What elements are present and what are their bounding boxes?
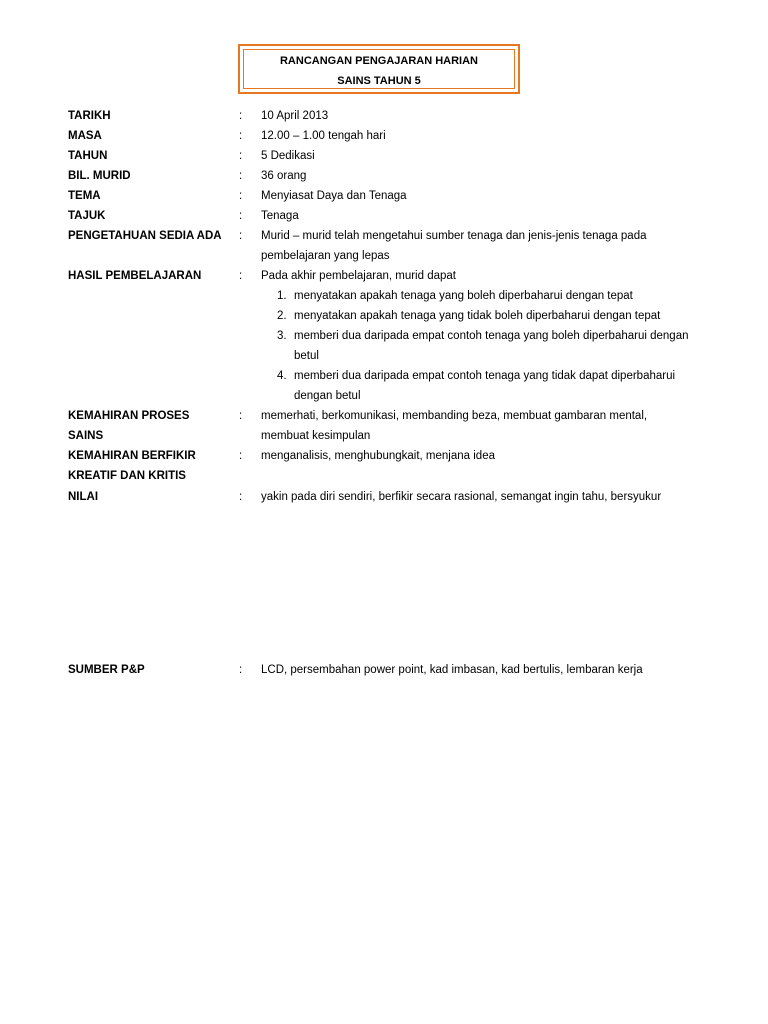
list-item-text-continued: dengan betul [294, 390, 361, 402]
list-item [277, 366, 717, 406]
field-colon: : [239, 130, 243, 142]
list-item [277, 306, 717, 326]
field-value: LCD, persembahan power point, kad imbasan, kad bertulis, lembaran kerja [261, 664, 643, 676]
document-subtitle: SAINS TAHUN 5 [337, 75, 421, 87]
field-colon: : [239, 491, 243, 503]
field-value: menganalisis, menghubungkait, menjana idea [261, 450, 495, 462]
field-colon: : [239, 150, 243, 162]
field-label: PENGETAHUAN SEDIA ADA [68, 230, 222, 242]
list-item-text: memberi dua daripada empat contoh tenaga yang boleh diperbaharui dengan [294, 330, 689, 342]
field-value: 5 Dedikasi [261, 150, 315, 162]
field-label-continued: SAINS [68, 430, 104, 442]
field-value-continued: membuat kesimpulan [261, 430, 371, 442]
field-colon: : [239, 190, 243, 202]
field-value: Menyiasat Daya dan Tenaga [261, 190, 407, 202]
list-item-text: memberi dua daripada empat contoh tenaga yang tidak dapat diperbaharui [294, 370, 676, 382]
field-label: TAHUN [68, 150, 108, 162]
field-value: Tenaga [261, 210, 299, 222]
list-item-text-continued: betul [294, 350, 319, 362]
field-colon: : [239, 270, 243, 282]
list-item-text: menyatakan apakah tenaga yang boleh diperbaharui dengan tepat [294, 290, 633, 302]
field-colon: : [239, 110, 243, 122]
field-value: Pada akhir pembelajaran, murid dapat [261, 270, 456, 282]
field-label: BIL. MURID [68, 170, 131, 182]
field-value: yakin pada diri sendiri, berfikir secara rasional, semangat ingin tahu, bersyukur [261, 491, 662, 503]
list-item-number: 4. [277, 370, 287, 382]
field-value: 36 orang [261, 170, 307, 182]
field-colon: : [239, 210, 243, 222]
list-item-text: menyatakan apakah tenaga yang tidak boleh diperbaharui dengan tepat [294, 310, 661, 322]
field-label: TEMA [68, 190, 101, 202]
learning-outcomes-list [277, 286, 717, 406]
field-label: MASA [68, 130, 102, 142]
list-item-number: 1. [277, 290, 287, 302]
field-label: KEMAHIRAN BERFIKIR [68, 450, 196, 462]
field-colon: : [239, 450, 243, 462]
field-label: TAJUK [68, 210, 106, 222]
field-label: TARIKH [68, 110, 111, 122]
list-item-number: 2. [277, 310, 287, 322]
document-title: RANCANGAN PENGAJARAN HARIAN [279, 55, 478, 67]
field-value: 10 April 2013 [261, 110, 329, 122]
list-item-number: 3. [277, 330, 287, 342]
field-colon: : [239, 230, 243, 242]
list-item [277, 326, 717, 366]
field-colon: : [239, 170, 243, 182]
list-item [277, 286, 717, 306]
field-label: SUMBER P&P [68, 664, 145, 676]
field-value-continued: pembelajaran yang lepas [261, 250, 390, 262]
field-value: Murid – murid telah mengetahui sumber tenaga dan jenis-jenis tenaga pada [261, 230, 647, 242]
field-value: 12.00 – 1.00 tengah hari [261, 130, 386, 142]
title-box [238, 44, 520, 94]
field-label: HASIL PEMBELAJARAN [68, 270, 202, 282]
field-colon: : [239, 410, 243, 422]
field-value: memerhati, berkomunikasi, membanding beza, membuat gambaran mental, [261, 410, 648, 422]
field-colon: : [239, 664, 243, 676]
field-label-continued: KREATIF DAN KRITIS [68, 470, 186, 482]
field-label: NILAI [68, 491, 99, 503]
field-label: KEMAHIRAN PROSES [68, 410, 190, 422]
